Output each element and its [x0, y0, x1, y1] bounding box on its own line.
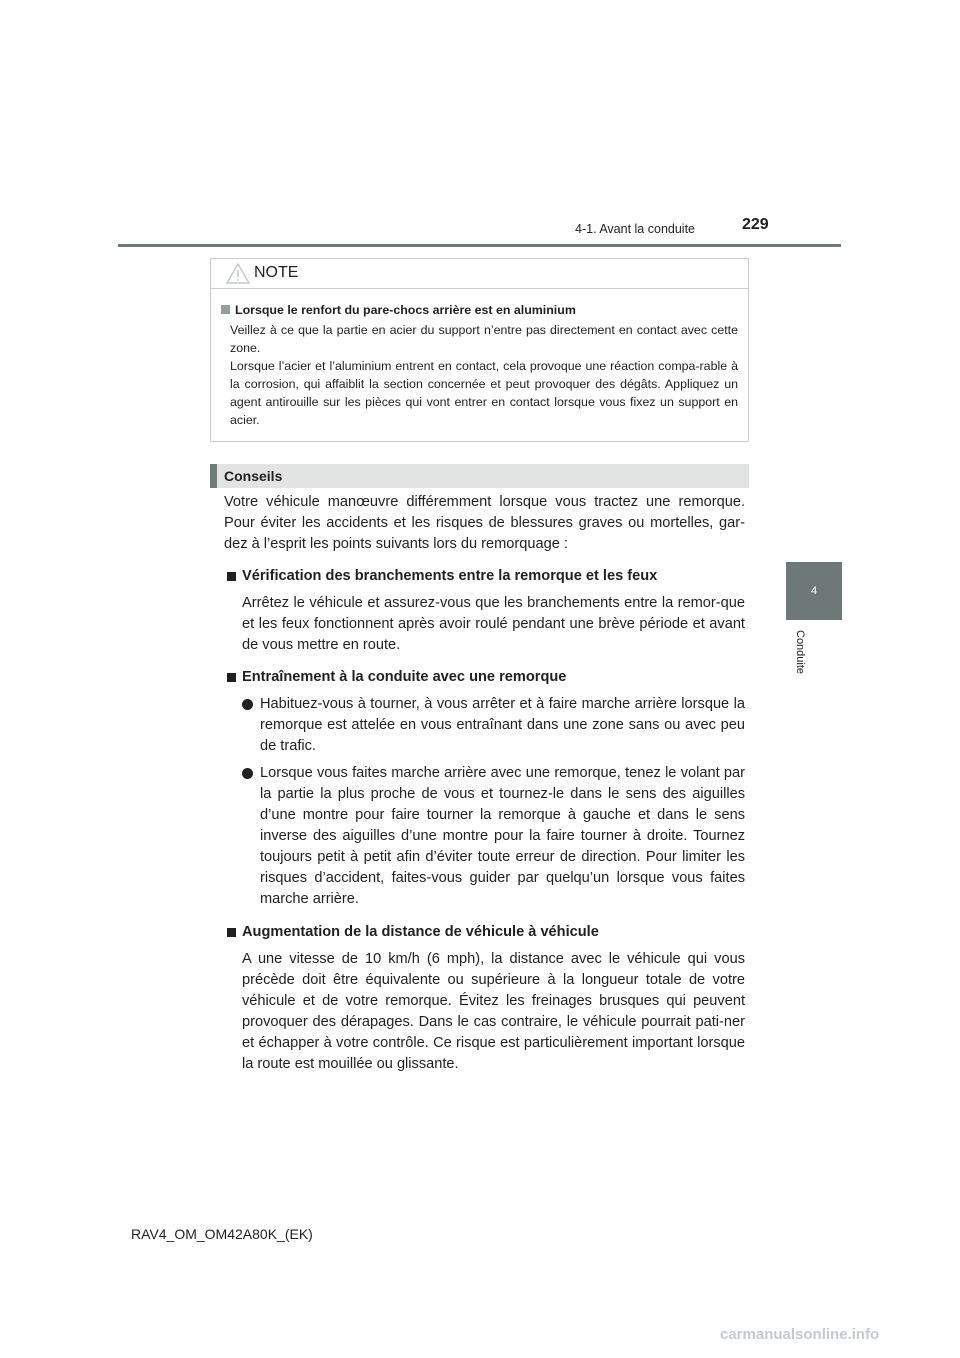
note-paragraph: Veillez à ce que la partie en acier du support n’entre pas directement en contact avec cette zone.	[230, 323, 738, 355]
note-body	[211, 289, 748, 429]
note-box	[210, 258, 749, 442]
conseils-title: Conseils	[224, 468, 283, 484]
square-bullet-icon	[227, 572, 236, 581]
header-divider	[118, 244, 841, 247]
list-item: Lorsque vous faites marche arrière avec une remorque, tenez le volant par la partie la plus proche de vous et tournez-le dans le sens des aiguilles d’une montre pour faire tourner la remorque à gauche et dans le sens inverse des aiguilles d’une montre pour la faire tourner à droite. Tournez toujours petit à petit afin d’éviter toute erreur de direction. Pour limiter les risques d’accident, faites-vous guider par quelqu’un lorsque vous faites marche arrière.	[242, 763, 745, 910]
square-bullet-icon	[227, 928, 236, 937]
note-paragraph: Lorsque l’acier et l’aluminium entrent en contact, cela provoque une réaction compa-rable à la corrosion, qui affaiblit la section concernée et peut provoquer des dégâts. Appliquez un agent antirouille sur les pièces qui vont entrer en contact lorsque vous fixez un support en acier.	[230, 359, 738, 427]
note-title: NOTE	[254, 264, 299, 281]
intro-paragraph: Votre véhicule manœuvre différemment lorsque vous tractez une remorque. Pour éviter les accidents et les risques de blessures graves ou mortelles, gar-dez à l’esprit les points suivants lors du remorquage :	[224, 494, 745, 552]
square-bullet-icon	[221, 305, 230, 314]
warning-triangle-icon	[226, 263, 250, 284]
round-bullet-icon	[242, 768, 253, 779]
section-body: A une vitesse de 10 km/h (6 mph), la distance avec le véhicule qui vous précède doit être équivalente ou supérieure à la longueur totale de votre véhicule et de votre remorque. Évitez les freinages brusques qui peuvent provoquer des dérapages. Dans le cas contraire, le véhicule pourrait pati-ner et échapper à votre contrôle. Ce risque est particulièrement important lorsque la route est mouillée ou glissante.	[242, 951, 745, 1072]
section-heading: Vérification des branchements entre la remorque et les feux	[224, 566, 745, 587]
list-item: Habituez-vous à tourner, à vous arrêter et à faire marche arrière lorsque la remorque est attelée en vous entraînant dans une zone sans ou avec peu de trafic.	[242, 694, 745, 757]
note-header	[211, 259, 748, 289]
conseils-content	[224, 492, 745, 1086]
conseils-accent-stripe	[210, 464, 217, 488]
conseils-header-bar	[210, 464, 749, 488]
header-section-title: 4-1. Avant la conduite	[575, 222, 695, 236]
page-number: 229	[742, 216, 769, 233]
section-heading: Augmentation de la distance de véhicule à véhicule	[224, 922, 745, 943]
chapter-tab[interactable]: 4	[786, 562, 842, 620]
watermark: carmanualsonline.info	[720, 1326, 880, 1343]
document-code: RAV4_OM_OM42A80K_(EK)	[131, 1226, 313, 1242]
chapter-label: Conduite	[794, 630, 806, 675]
section-heading: Entraînement à la conduite avec une remorque	[224, 667, 745, 688]
round-bullet-icon	[242, 699, 253, 710]
section-body: Arrêtez le véhicule et assurez-vous que les branchements entre la remor-que et les feux fonctionnent après avoir roulé pendant une brève période et avant de vous mettre en route.	[242, 595, 745, 653]
square-bullet-icon	[227, 673, 236, 682]
note-heading: Lorsque le renfort du pare-chocs arrière est en aluminium	[221, 301, 738, 319]
